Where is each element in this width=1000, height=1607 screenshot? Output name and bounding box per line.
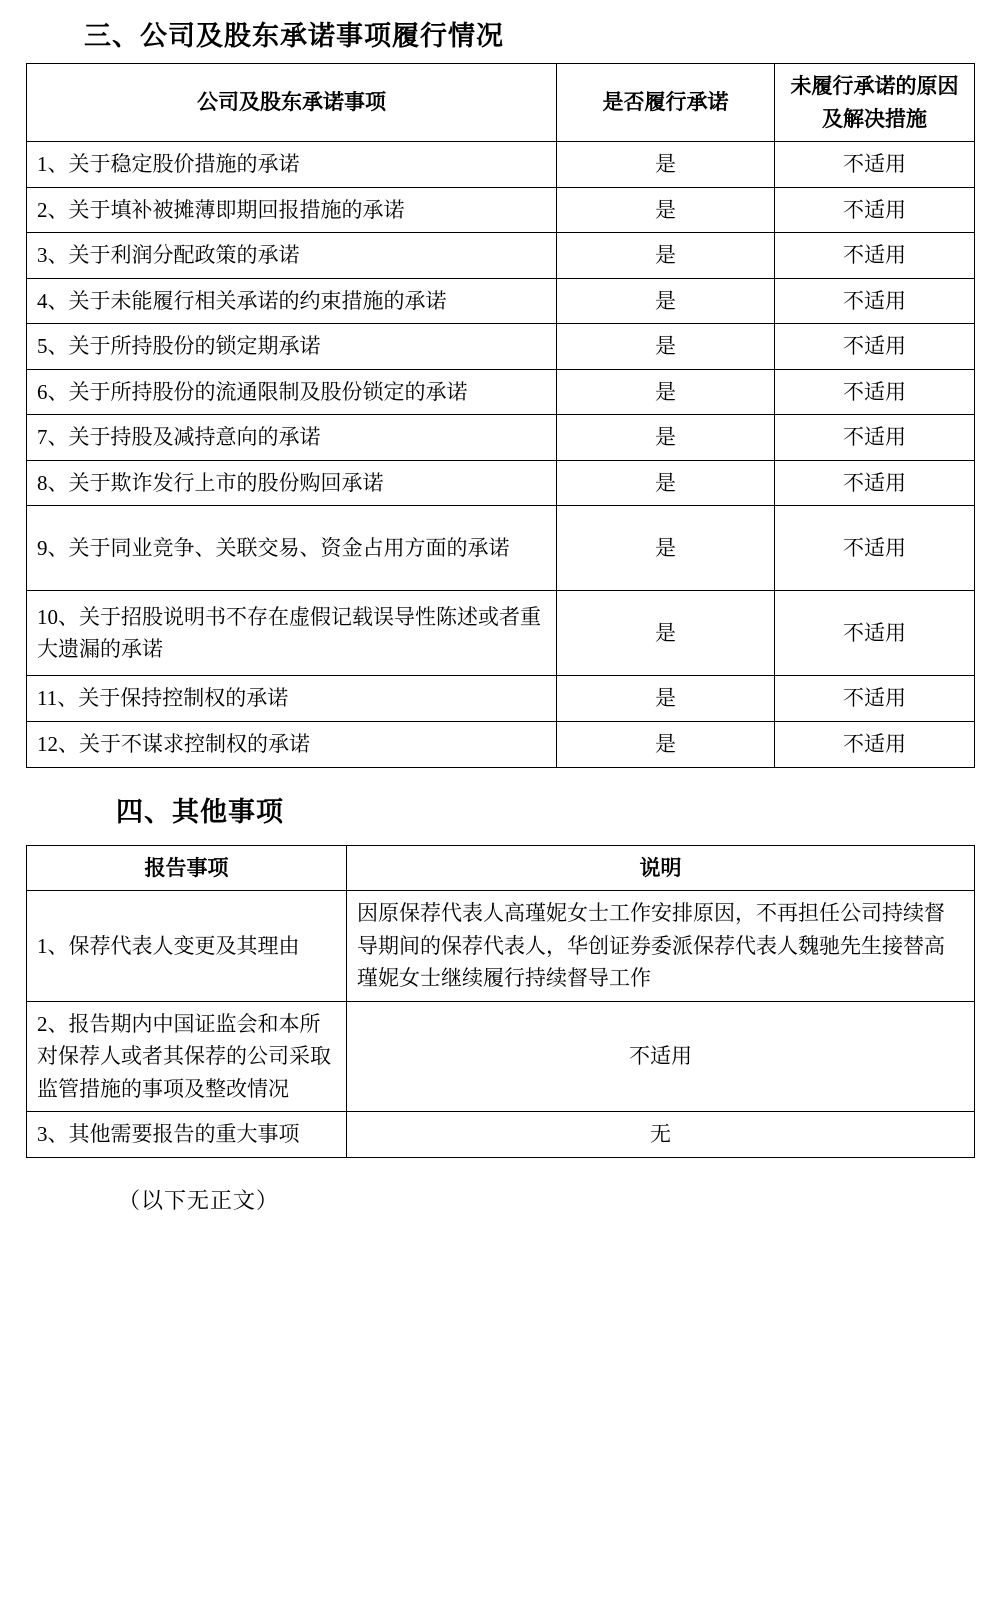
cell-item: 9、关于同业竞争、关联交易、资金占用方面的承诺	[27, 506, 557, 591]
table-row	[27, 676, 975, 722]
column-header-fulfilled: 是否履行承诺	[557, 64, 775, 142]
table-row	[27, 142, 975, 188]
cell-description: 因原保荐代表人高瑾妮女士工作安排原因，不再担任公司持续督导期间的保荐代表人，华创证券委派保荐代表人魏驰先生接替高瑾妮女士继续履行持续督导工作	[347, 891, 975, 1002]
cell-reason: 不适用	[775, 324, 975, 370]
cell-fulfilled: 是	[557, 187, 775, 233]
cell-fulfilled: 是	[557, 722, 775, 768]
cell-item: 12、关于不谋求控制权的承诺	[27, 722, 557, 768]
cell-reason: 不适用	[775, 722, 975, 768]
table-row	[27, 415, 975, 461]
table-row	[27, 187, 975, 233]
table-row	[27, 233, 975, 279]
cell-item: 5、关于所持股份的锁定期承诺	[27, 324, 557, 370]
cell-item: 4、关于未能履行相关承诺的约束措施的承诺	[27, 278, 557, 324]
other-matters-table	[26, 845, 975, 1158]
table-row	[27, 278, 975, 324]
cell-reason: 不适用	[775, 460, 975, 506]
cell-report-item: 3、其他需要报告的重大事项	[27, 1112, 347, 1158]
cell-fulfilled: 是	[557, 369, 775, 415]
cell-reason: 不适用	[775, 506, 975, 591]
cell-report-item: 1、保荐代表人变更及其理由	[27, 891, 347, 1002]
cell-fulfilled: 是	[557, 591, 775, 676]
table-row	[27, 324, 975, 370]
cell-reason: 不适用	[775, 278, 975, 324]
cell-reason: 不适用	[775, 233, 975, 279]
cell-item: 2、关于填补被摊薄即期回报措施的承诺	[27, 187, 557, 233]
cell-description: 无	[347, 1112, 975, 1158]
column-header-item: 公司及股东承诺事项	[27, 64, 557, 142]
cell-fulfilled: 是	[557, 415, 775, 461]
table-row	[27, 1112, 975, 1158]
page-title: 三、公司及股东承诺事项履行情况	[84, 21, 504, 51]
cell-item: 7、关于持股及减持意向的承诺	[27, 415, 557, 461]
column-header-report-item: 报告事项	[27, 845, 347, 891]
cell-fulfilled: 是	[557, 233, 775, 279]
table-header-row	[27, 64, 975, 142]
table-row	[27, 1001, 975, 1112]
column-header-description: 说明	[347, 845, 975, 891]
footer-note: （以下无正文）	[118, 1187, 280, 1213]
cell-report-item: 2、报告期内中国证监会和本所对保荐人或者其保荐的公司采取监管措施的事项及整改情况	[27, 1001, 347, 1112]
cell-fulfilled: 是	[557, 324, 775, 370]
cell-fulfilled: 是	[557, 506, 775, 591]
cell-reason: 不适用	[775, 591, 975, 676]
cell-reason: 不适用	[775, 676, 975, 722]
cell-fulfilled: 是	[557, 278, 775, 324]
cell-reason: 不适用	[775, 415, 975, 461]
section-title-other-matters: 四、其他事项	[116, 796, 284, 827]
cell-item: 8、关于欺诈发行上市的股份购回承诺	[27, 460, 557, 506]
cell-fulfilled: 是	[557, 142, 775, 188]
column-header-reason: 未履行承诺的原因及解决措施	[775, 64, 975, 142]
table-row	[27, 591, 975, 676]
table-header-row	[27, 845, 975, 891]
cell-reason: 不适用	[775, 142, 975, 188]
cell-description: 不适用	[347, 1001, 975, 1112]
cell-fulfilled: 是	[557, 460, 775, 506]
commitments-table	[26, 63, 975, 768]
cell-item: 11、关于保持控制权的承诺	[27, 676, 557, 722]
cell-fulfilled: 是	[557, 676, 775, 722]
table-row	[27, 369, 975, 415]
table-row	[27, 460, 975, 506]
cell-reason: 不适用	[775, 187, 975, 233]
table-row	[27, 506, 975, 591]
cell-item: 6、关于所持股份的流通限制及股份锁定的承诺	[27, 369, 557, 415]
cell-item: 10、关于招股说明书不存在虚假记载误导性陈述或者重大遗漏的承诺	[27, 591, 557, 676]
cell-item: 1、关于稳定股价措施的承诺	[27, 142, 557, 188]
cell-item: 3、关于利润分配政策的承诺	[27, 233, 557, 279]
cell-reason: 不适用	[775, 369, 975, 415]
table-row	[27, 722, 975, 768]
table-row	[27, 891, 975, 1002]
